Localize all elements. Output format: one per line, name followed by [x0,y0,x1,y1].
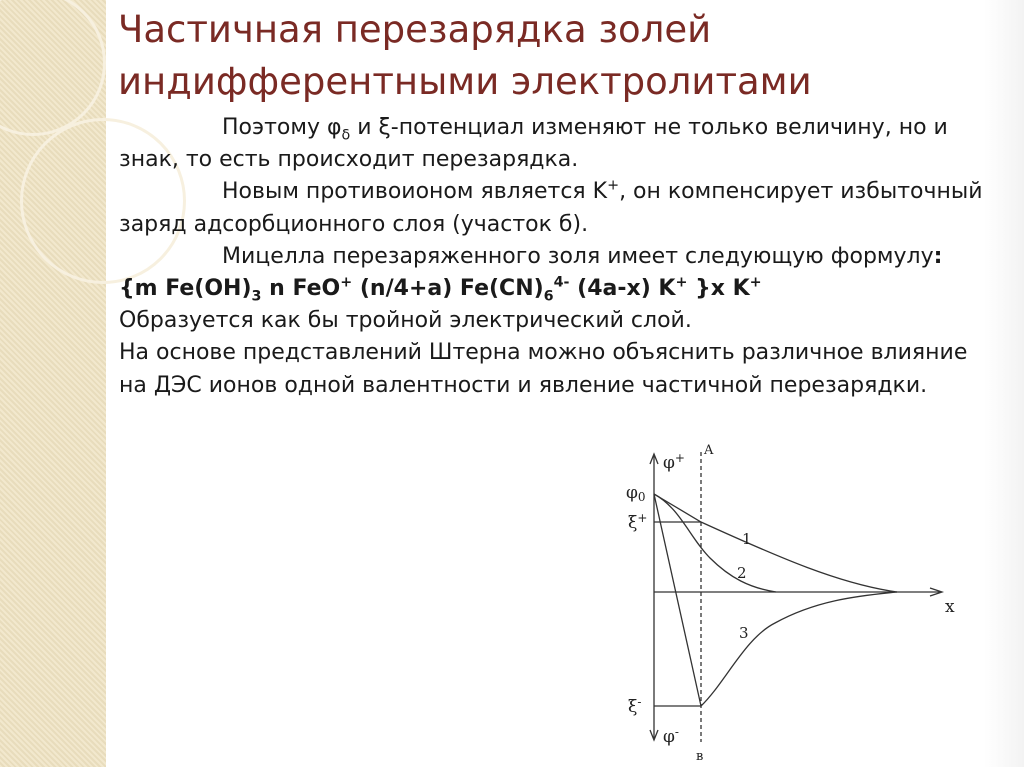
xi-plus-label: ξ+ [628,511,648,533]
curve-1-label: 1 [742,530,752,548]
para2-sup: + [607,178,620,195]
x-axis-label: x [945,597,955,617]
para3-colon: : [933,243,943,269]
phi-minus-label: φ- [663,725,679,747]
title-line-1: Частичная перезарядка золей [118,8,712,51]
para3-text: Мицелла перезаряженного золя имеет следующую формулу [222,243,934,269]
paragraph-2 [119,176,999,240]
potential-diagram-svg [600,438,982,767]
formula-sup-3: + [675,274,688,291]
decorative-circle-1 [0,0,106,136]
paragraph-1 [119,112,999,176]
formula-part-2: n FeO [261,276,341,302]
formula-sup-4: + [749,274,762,291]
para1-rest: и ξ-потенциал изменяют не только величину, но и знак, то есть происходит перезарядка. [119,115,948,173]
para2-lead: Новым противоионом является K [222,179,608,205]
formula-sup-1: + [340,274,353,291]
formula-sub-2: 6 [543,288,554,305]
label-A: A [704,443,714,458]
para2-rest: , он компенсирует избыточный заряд адсорбционного слоя (участок б). [119,179,983,237]
formula-sup-2: 4- [553,274,570,291]
slide-title [118,4,998,108]
para1-sub: δ [341,127,351,144]
formula-part-4: (4a-x) K [569,276,676,302]
formula-sub-1: 3 [251,288,262,305]
phi-zero-label: φ0 [626,483,646,504]
curve-3-label: 3 [739,624,749,642]
para1-lead: Поэтому φ [222,115,342,140]
paragraph-3 [119,241,999,273]
phi-plus-label: φ+ [663,451,685,473]
paragraph-4: Образуется как бы тройной электрический слой. [119,308,692,334]
curve-2-label: 2 [737,564,747,582]
curve-3 [654,494,897,706]
formula-part-5: }x K [687,276,750,302]
micelle-formula [119,273,999,305]
potential-diagram [600,438,982,767]
formula-part-3: (n/4+a) Fe(CN) [352,276,544,302]
xi-minus-label: ξ- [628,695,642,717]
label-B: в [696,749,704,764]
decorative-side-strip [0,0,106,767]
paragraph-5: На основе представлений Штерна можно объяснить различное влияние на ДЭС ионов одной валентности и явление частичной перезарядки. [119,340,968,398]
formula-part-1: {m Fe(OH) [119,276,252,302]
curve-1 [654,494,897,592]
slide-body [119,112,999,402]
title-line-2: индифферентными электролитами [118,60,812,103]
